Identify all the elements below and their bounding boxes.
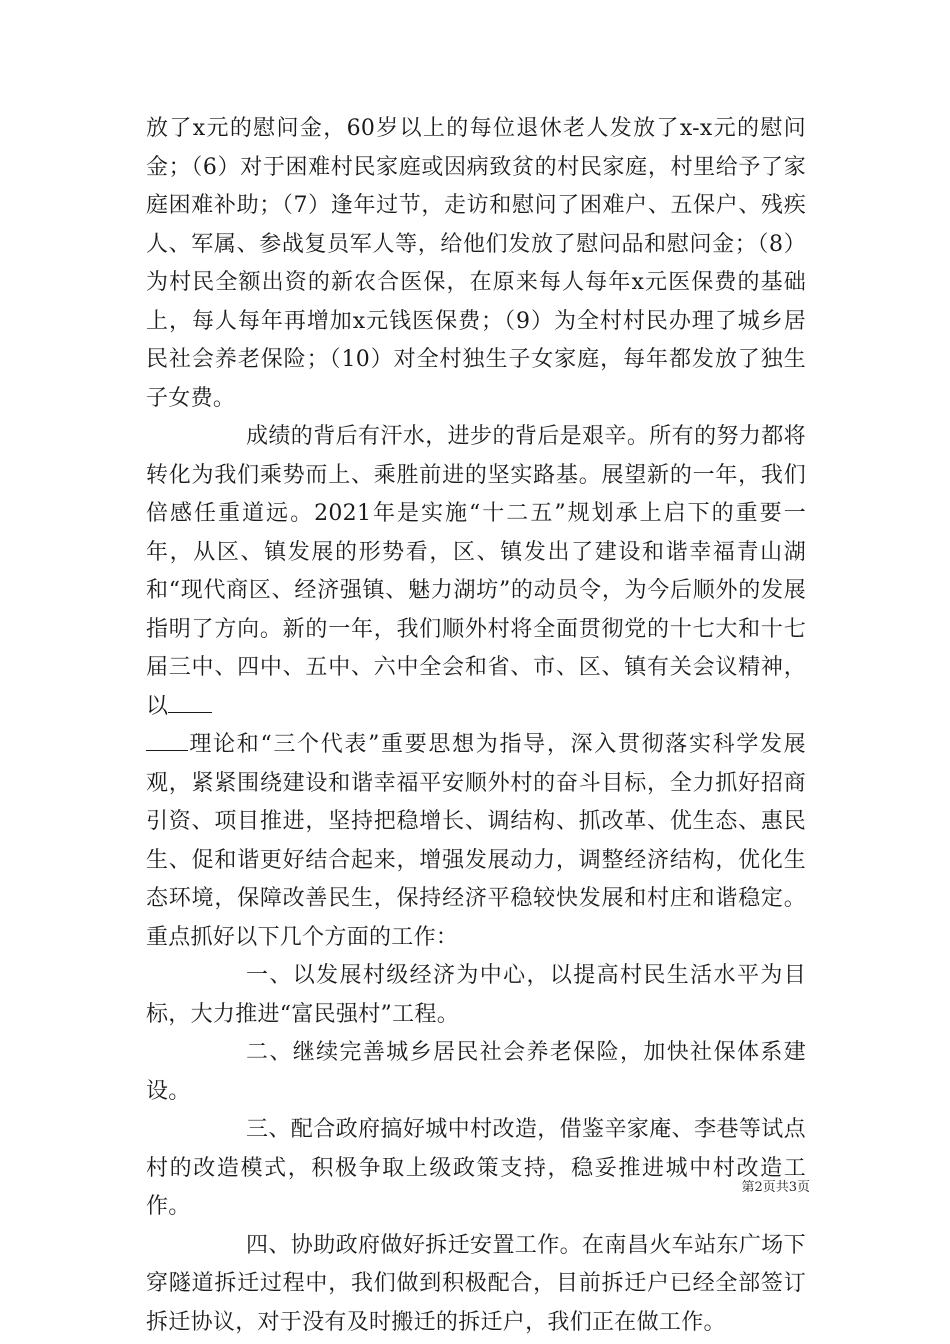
page-number: 第2页共3页	[741, 1180, 810, 1195]
paragraph-item-4: 四、协助政府做好拆迁安置工作。在南昌火车站东广场下穿隧道拆迁过程中，我们做到积极配合，目前拆迁户已经全部签订拆迁协议，对于没有及时搬迁的拆迁户，我们正在做工作。	[146, 1232, 806, 1335]
fill-blank-line	[146, 732, 188, 751]
paragraph-outlook-part2: 理论和“三个代表”重要思想为指导，深入贯彻落实科学发展观，紧紧围绕建设和谐幸福平安顺外村的奋斗目标，全力抓好招商引资、项目推进，坚持把稳增长、调结构、抓改革、优生态、惠民生、促和谐更好结合起来，增强发展动力，调整经济结构，优化生态环境，保障改善民生，保持经济平稳较快发展和村庄和谐稳定。重点抓好以下几个方面的工作：	[146, 732, 806, 950]
paragraph-benefits: 放了x元的慰问金，60岁以上的每位退休老人发放了x-x元的慰问金；（6）对于困难村民家庭或因病致贫的村民家庭，村里给予了家庭困难补助；（7）逢年过节，走访和慰问了困难户、五保户、残疾人、军属、参战复员军人等，给他们发放了慰问品和慰问金；（8）为村民全额出资的新农合医保，在原来每人每年x元医保费的基础上，每人每年再增加x元钱医保费；（9）为全村村民办理了城乡居民社会养老保险；（10）对全村独生子女家庭，每年都发放了独生子女费。	[146, 116, 806, 411]
paragraph-outlook-part1: 成绩的背后有汗水，进步的背后是艰辛。所有的努力都将转化为我们乘势而上、乘胜前进的坚实路基。展望新的一年，我们倍感任重道远。2021年是实施“十二五”规划承上启下的重要一年，从区、镇发展的形势看，区、镇发出了建设和谐幸福青山湖和“现代商区、经济强镇、魅力湖坊”的动员令，为今后顺外的发展指明了方向。新的一年，我们顺外村将全面贯彻党的十七大和十七届三中、四中、五中、六中全会和省、市、区、镇有关会议精神，以	[146, 424, 806, 719]
paragraph-item-3: 三、配合政府搞好城中村改造，借鉴辛家庵、李巷等试点村的改造模式，积极争取上级政策支持，稳妥推进城中村改造工作。	[146, 1117, 806, 1219]
fill-blank-line	[168, 694, 212, 713]
paragraph-outlook	[146, 418, 806, 957]
document-body	[146, 110, 806, 1342]
paragraph-item-1: 一、以发展村级经济为中心，以提高村民生活水平为目标，大力推进“富民强村”工程。	[146, 963, 806, 1027]
paragraph-item-2: 二、继续完善城乡居民社会养老保险，加快社保体系建设。	[146, 1040, 806, 1104]
